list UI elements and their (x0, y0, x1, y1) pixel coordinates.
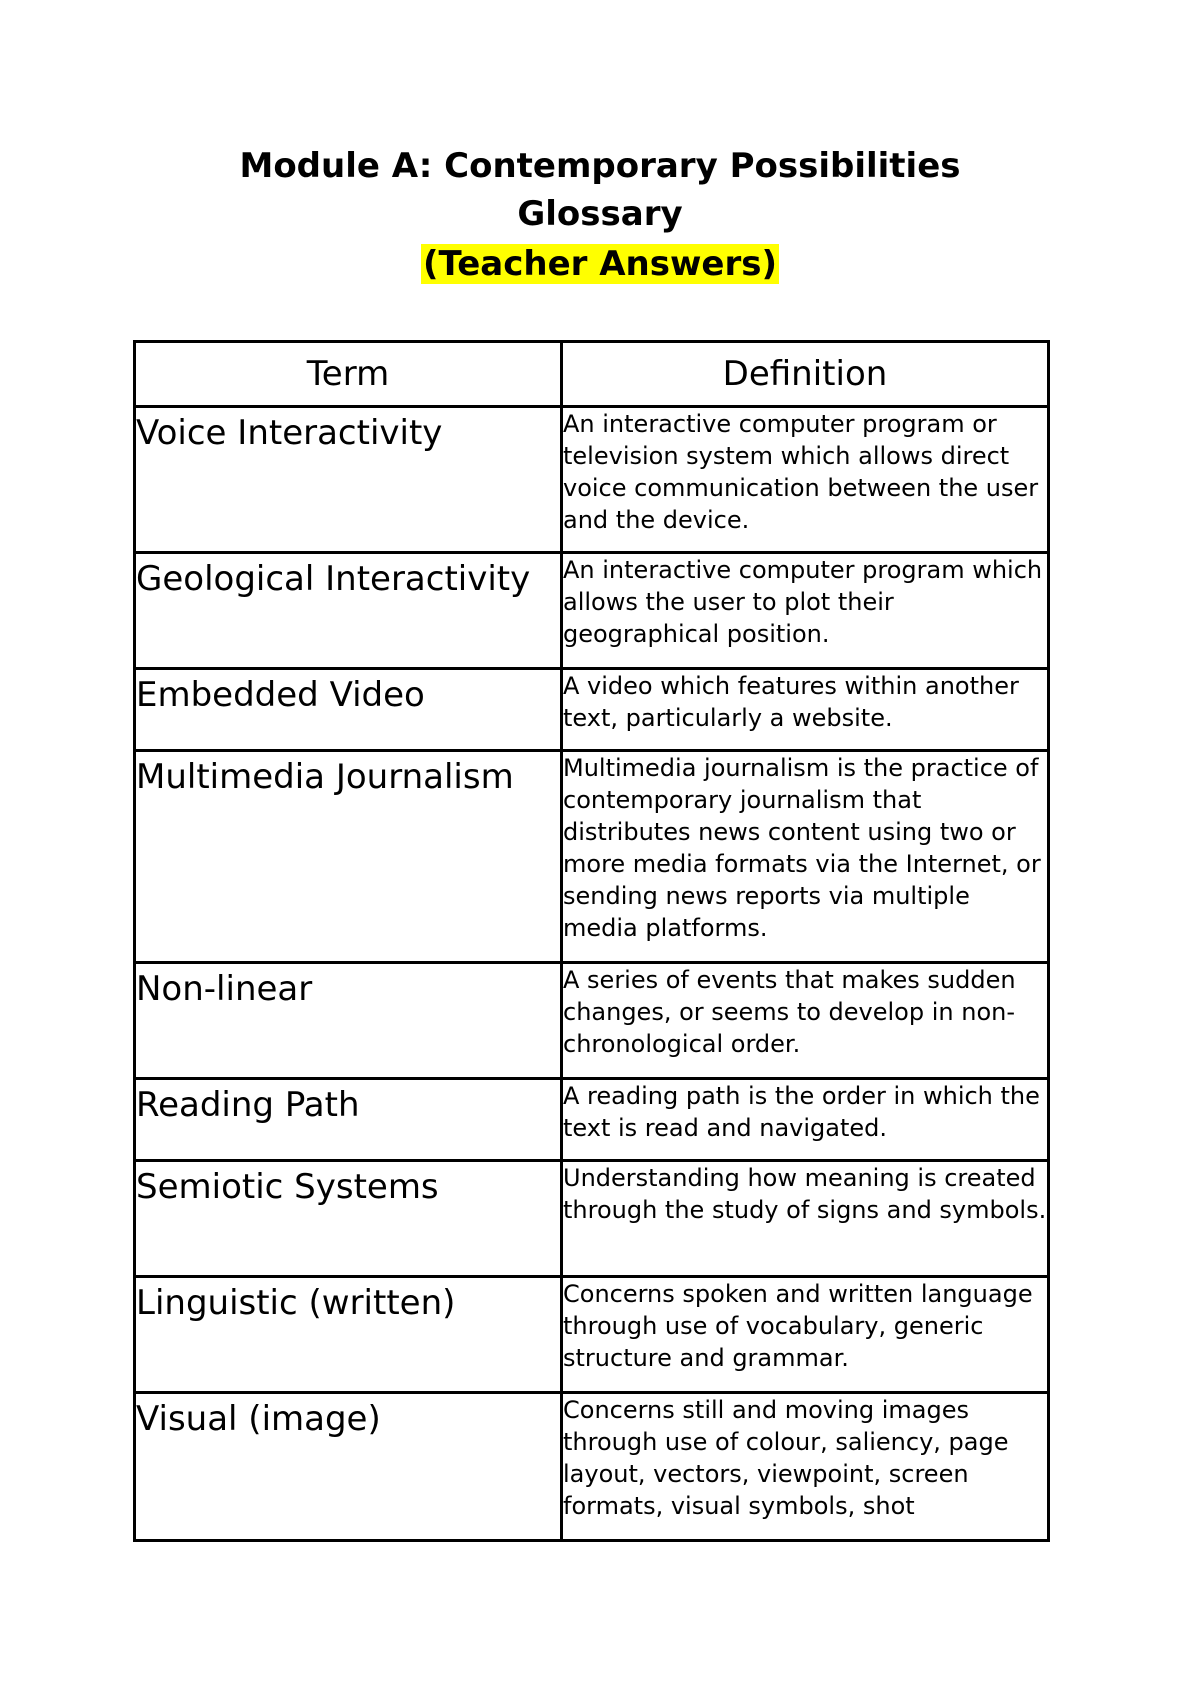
table-row (135, 751, 1049, 963)
definition-cell: Multimedia journalism is the practice of contemporary journalism that distributes news content using two or more media formats via the Internet, or sending news reports via multiple media platforms. (562, 751, 1049, 963)
table-row (135, 1161, 1049, 1277)
page-title: Module A: Contemporary Possibilities (239, 146, 961, 186)
definition-cell: An interactive computer program which allows the user to plot their geographical position. (562, 553, 1049, 669)
term-cell: Multimedia Journalism (135, 751, 562, 963)
definition-cell: A series of events that makes sudden changes, or seems to develop in non-chronological order. (562, 963, 1049, 1079)
definition-cell: An interactive computer program or television system which allows direct voice communication between the user and the device. (562, 407, 1049, 553)
page-subtitle: Glossary (517, 194, 683, 234)
table-row (135, 1079, 1049, 1161)
term-cell: Visual (image) (135, 1393, 562, 1541)
glossary-table (133, 340, 1050, 1542)
term-cell: Semiotic Systems (135, 1161, 562, 1277)
definition-cell: A reading path is the order in which the text is read and navigated. (562, 1079, 1049, 1161)
term-column-header: Term (135, 342, 562, 407)
table-row (135, 669, 1049, 751)
term-cell: Linguistic (written) (135, 1277, 562, 1393)
table-header-row (135, 342, 1049, 407)
term-cell: Non-linear (135, 963, 562, 1079)
table-row (135, 1393, 1049, 1541)
table-row (135, 553, 1049, 669)
table-row (135, 963, 1049, 1079)
table-row (135, 1277, 1049, 1393)
term-cell: Reading Path (135, 1079, 562, 1161)
definition-column-header: Definition (562, 342, 1049, 407)
document-header (0, 142, 1200, 288)
teacher-answers-note (0, 240, 1200, 288)
definition-cell: A video which features within another text, particularly a website. (562, 669, 1049, 751)
term-cell: Geological Interactivity (135, 553, 562, 669)
term-cell: Voice Interactivity (135, 407, 562, 553)
definition-cell: Concerns still and moving images through use of colour, saliency, page layout, vectors, viewpoint, screen formats, visual symbols, shot (562, 1393, 1049, 1541)
definition-cell: Concerns spoken and written language through use of vocabulary, generic structure and grammar. (562, 1277, 1049, 1393)
definition-cell: Understanding how meaning is created through the study of signs and symbols. (562, 1161, 1049, 1277)
term-cell: Embedded Video (135, 669, 562, 751)
table-row (135, 407, 1049, 553)
highlighted-label: (Teacher Answers) (422, 244, 777, 284)
